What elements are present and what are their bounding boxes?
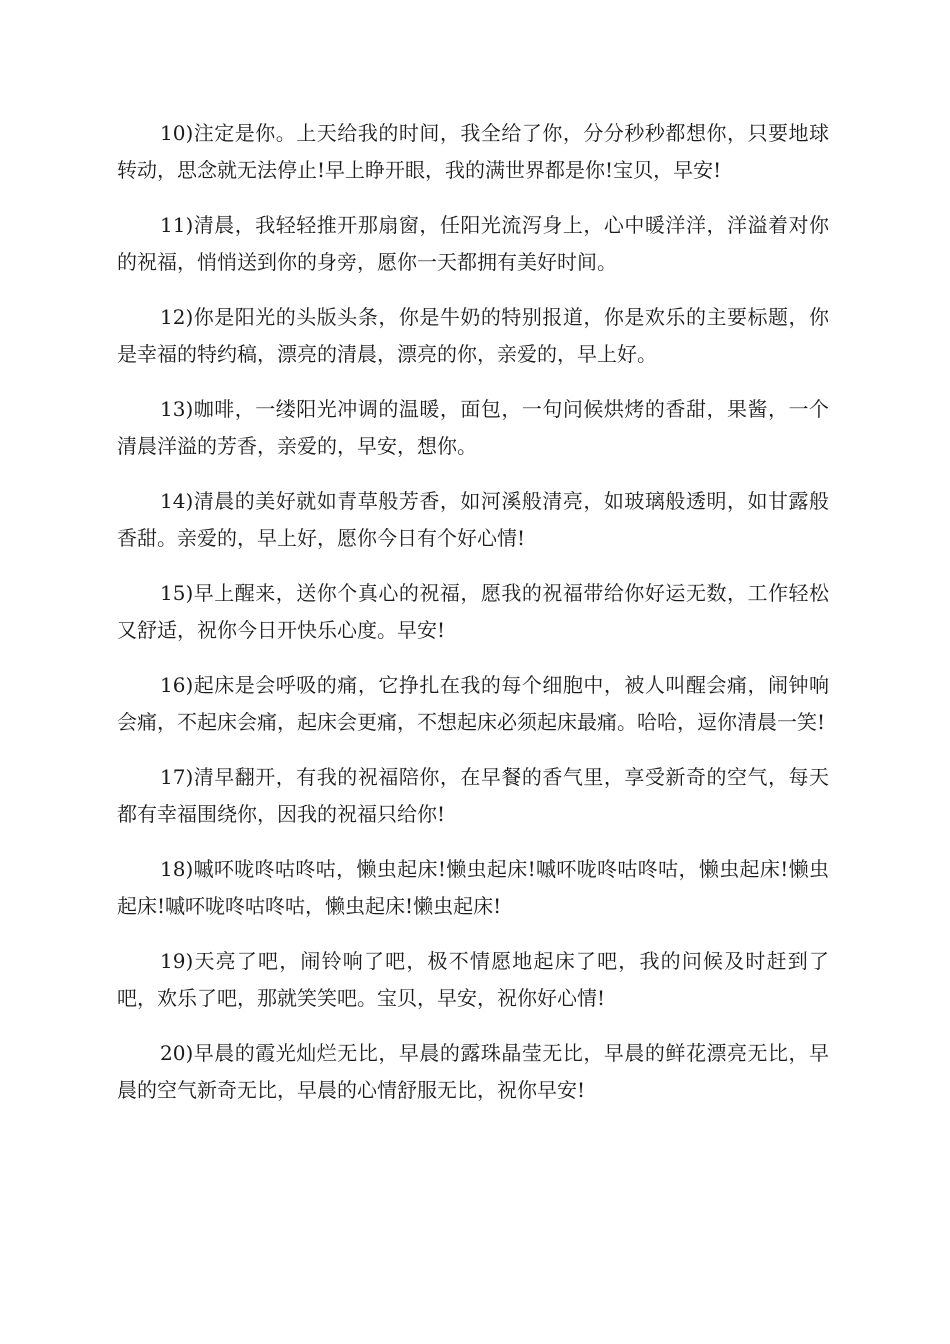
paragraph-20: 20)早晨的霞光灿烂无比，早晨的露珠晶莹无比，早晨的鲜花漂亮无比，早晨的空气新奇无比，早晨的心情舒服无比，祝你早安!: [117, 1041, 829, 1102]
paragraph-19: 19)天亮了吧，闹铃响了吧，极不情愿地起床了吧，我的问候及时赶到了吧，欢乐了吧，那就笑笑吧。宝贝，早安，祝你好心情!: [117, 949, 829, 1010]
paragraph-16: 16)起床是会呼吸的痛，它挣扎在我的每个细胞中，被人叫醒会痛，闹钟响会痛，不起床会痛，起床会更痛，不想起床必须起床最痛。哈哈，逗你清晨一笑!: [117, 673, 829, 734]
document-body: [117, 115, 829, 1127]
paragraph-18: 18)嘁吥咙咚咕咚咕，懒虫起床!懒虫起床!嘁吥咙咚咕咚咕，懒虫起床!懒虫起床!嘁吥咙咚咕咚咕，懒虫起床!懒虫起床!: [117, 857, 829, 918]
paragraph-13: 13)咖啡，一缕阳光冲调的温暖，面包，一句问候烘烤的香甜，果酱，一个清晨洋溢的芳香，亲爱的，早安，想你。: [117, 397, 829, 458]
paragraph-11: 11)清晨，我轻轻推开那扇窗，任阳光流泻身上，心中暖洋洋，洋溢着对你的祝福，悄悄送到你的身旁，愿你一天都拥有美好时间。: [117, 213, 829, 274]
paragraph-14: 14)清晨的美好就如青草般芳香，如河溪般清亮，如玻璃般透明，如甘露般香甜。亲爱的，早上好，愿你今日有个好心情!: [117, 489, 829, 550]
paragraph-12: 12)你是阳光的头版头条，你是牛奶的特别报道，你是欢乐的主要标题，你是幸福的特约稿，漂亮的清晨，漂亮的你，亲爱的，早上好。: [117, 305, 829, 366]
paragraph-10: 10)注定是你。上天给我的时间，我全给了你，分分秒秒都想你，只要地球转动，思念就无法停止!早上睁开眼，我的满世界都是你!宝贝，早安!: [117, 121, 829, 182]
paragraph-15: 15)早上醒来，送你个真心的祝福，愿我的祝福带给你好运无数，工作轻松又舒适，祝你今日开快乐心度。早安!: [117, 581, 829, 642]
paragraph-17: 17)清早翻开，有我的祝福陪你，在早餐的香气里，享受新奇的空气，每天都有幸福围绕你，因我的祝福只给你!: [117, 765, 829, 826]
